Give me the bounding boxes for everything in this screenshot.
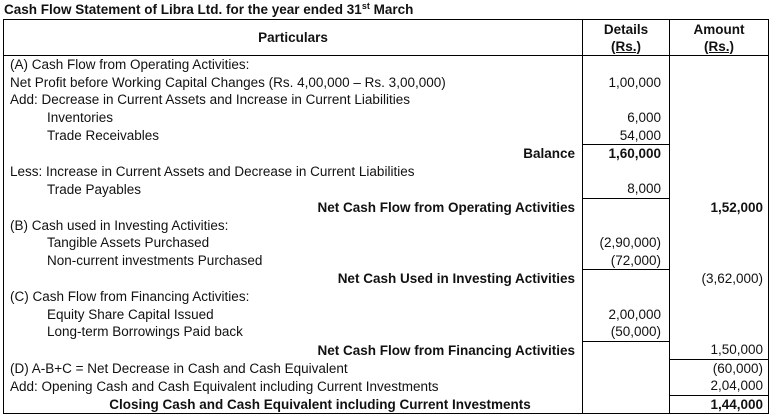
subtotal-row-operating [4,198,769,216]
details-cell: 2,00,000 [583,305,670,323]
particulars-cell: Less: Increase in Current Assets and Decrease in Current Liabilities [4,163,583,181]
details-cell [583,198,670,216]
particulars-cell: Tangible Assets Purchased [4,234,583,252]
particulars-cell: Trade Receivables [4,126,583,144]
closing-balance-label: Closing Cash and Cash Equivalent including Current Investments [4,395,583,414]
amount-cell [670,126,769,144]
details-cell [583,56,670,74]
subtotal-amount: (3,62,000) [701,271,763,287]
details-cell: (2,90,000) [583,234,670,252]
particulars-cell: Long-term Borrowings Paid back [4,323,583,341]
balance-row [4,144,769,162]
header-amount: Amount (Rs.) [670,20,769,56]
header-row [4,20,769,56]
details-cell [583,270,670,288]
details-cell: 54,000 [583,126,670,144]
table-row [4,377,769,395]
details-cell [583,288,670,306]
details-cell: (50,000) [583,323,670,341]
details-cell [583,377,670,395]
header-particulars: Particulars [4,20,583,56]
subtotal-label: Net Cash Flow from Operating Activities [4,198,583,216]
subtotal-label: Net Cash Used in Investing Activities [4,270,583,288]
closing-balance-amount: 1,44,000 [710,397,763,413]
section-c-heading: (C) Cash Flow from Financing Activities: [4,288,583,306]
subtotal-amount: 1,50,000 [670,341,769,359]
cash-flow-table [3,19,769,414]
amount-cell [670,288,769,306]
particulars-cell: Add: Decrease in Current Assets and Increase in Current Liabilities [4,91,583,109]
amount-cell [670,216,769,234]
details-cell [583,359,670,377]
particulars-cell: Equity Share Capital Issued [4,305,583,323]
header-details: Details (Rs.) [583,20,670,56]
table-row [4,74,769,92]
details-cell: 8,000 [583,180,670,198]
balance-label: Balance [4,144,583,162]
particulars-cell: Net Profit before Working Capital Changes (Rs. 4,00,000 – Rs. 3,00,000) [4,74,583,92]
amount-cell [670,252,769,270]
details-cell [583,341,670,359]
table-row [4,126,769,144]
table-row [4,91,769,109]
subtotal-amount: 1,52,000 [710,199,763,215]
table-row [4,323,769,341]
table-row [4,359,769,377]
section-a-heading: (A) Cash Flow from Operating Activities: [4,56,583,74]
table-row [4,288,769,306]
details-cell: 1,00,000 [583,74,670,92]
subtotal-row-financing [4,341,769,359]
details-cell [583,91,670,109]
table-row [4,56,769,74]
table-row [4,216,769,234]
amount-cell: (60,000) [712,360,763,376]
amount-cell [670,180,769,198]
table-row [4,234,769,252]
details-cell: 6,000 [583,109,670,127]
amount-cell [670,74,769,92]
table-row [4,252,769,270]
particulars-cell: Non-current investments Purchased [4,252,583,270]
closing-balance-row [4,395,769,414]
amount-cell [670,144,769,162]
subtotal-label: Net Cash Flow from Financing Activities [4,341,583,359]
table-row [4,305,769,323]
statement-title: Cash Flow Statement of Libra Ltd. for the year ended 31st March [4,1,414,17]
table-row [4,163,769,181]
section-b-heading: (B) Cash used in Investing Activities: [4,216,583,234]
details-cell [583,395,670,414]
amount-cell [670,56,769,74]
amount-cell [670,305,769,323]
details-cell [583,163,670,181]
amount-cell [670,323,769,341]
table-row [4,109,769,127]
amount-cell [670,163,769,181]
particulars-cell: Trade Payables [4,180,583,198]
details-cell [583,216,670,234]
particulars-cell: Add: Opening Cash and Cash Equivalent including Current Investments [4,377,583,395]
subtotal-row-investing [4,270,769,288]
amount-cell [670,91,769,109]
details-cell: (72,000) [583,252,670,270]
balance-value: 1,60,000 [583,144,670,162]
amount-cell: 2,04,000 [670,377,769,395]
table-row [4,180,769,198]
amount-cell [670,234,769,252]
amount-cell [670,109,769,127]
section-d-heading: (D) A-B+C = Net Decrease in Cash and Cash Equivalent [4,359,583,377]
particulars-cell: Inventories [4,109,583,127]
